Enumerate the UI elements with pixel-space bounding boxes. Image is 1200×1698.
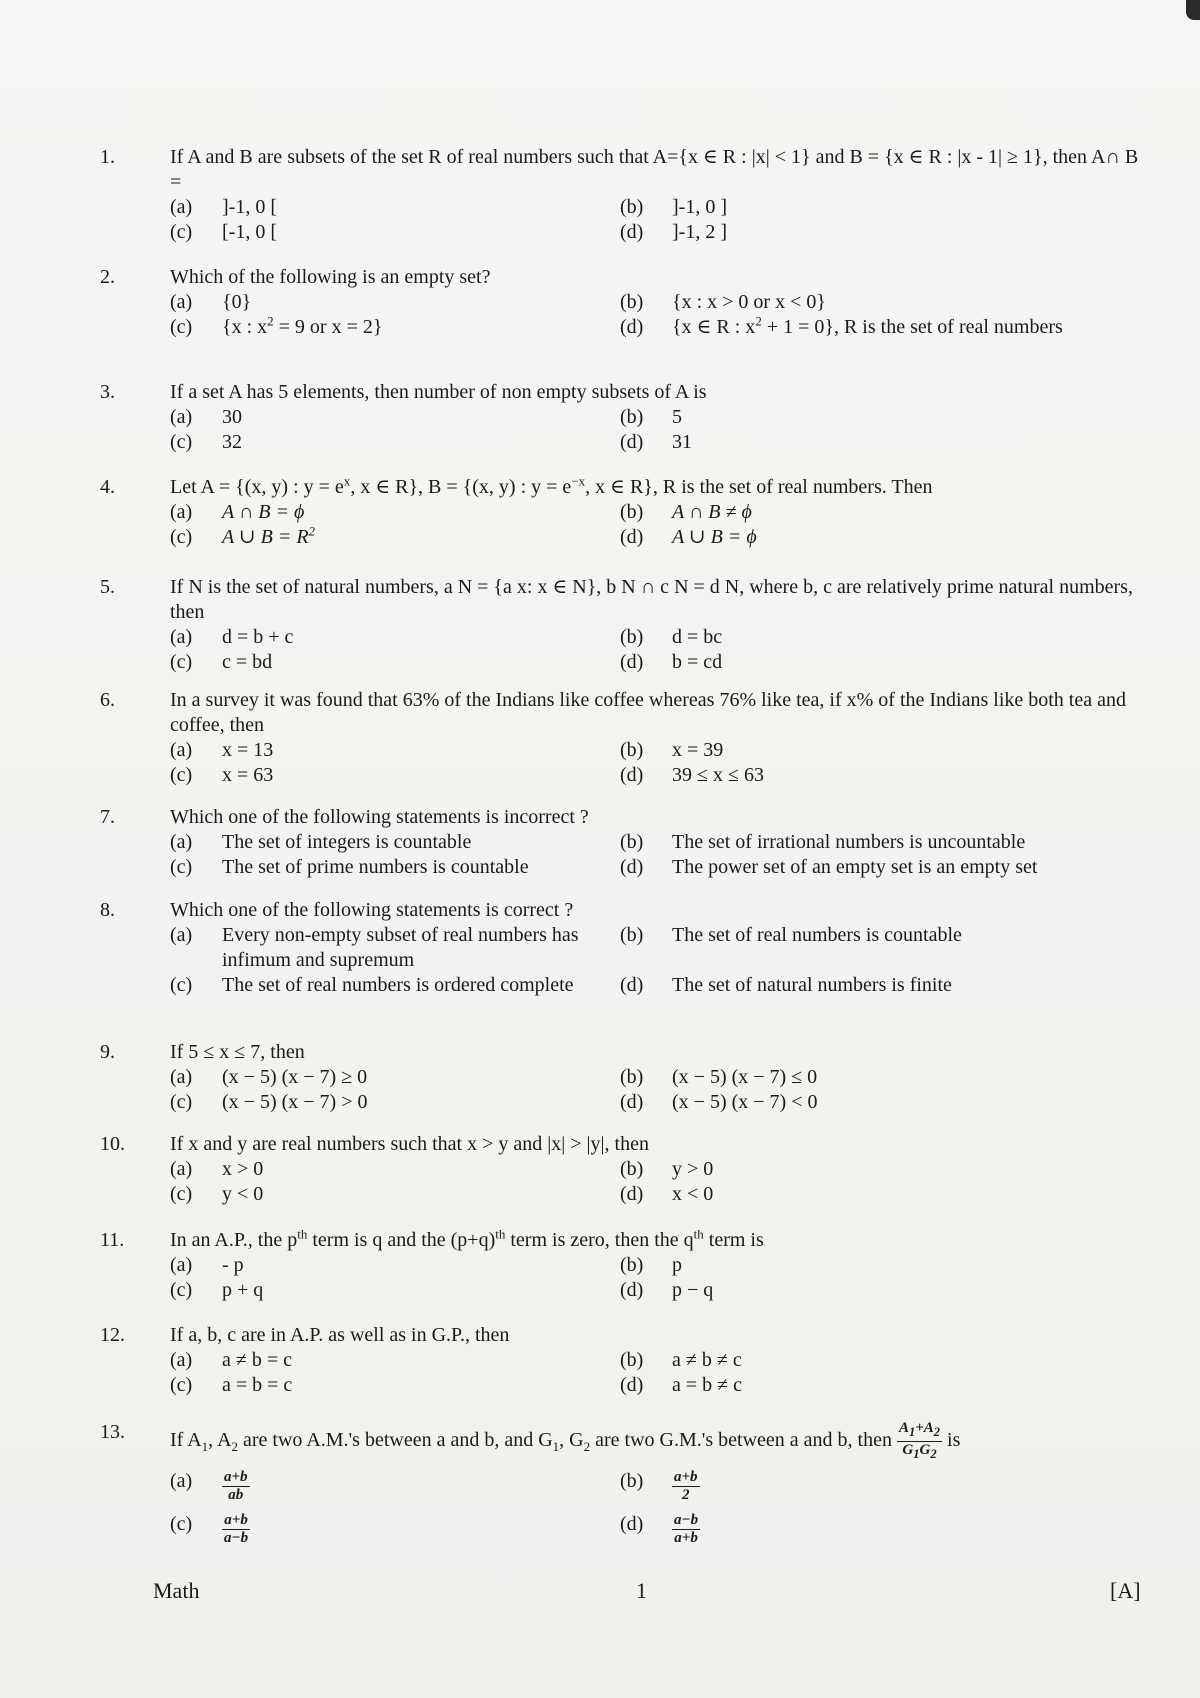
- option-d[interactable]: (d) p − q: [620, 1279, 714, 1301]
- option-b[interactable]: (b) x = 39: [620, 739, 724, 761]
- question-text: Let A = {(x, y) : $y = e^x$, x ∈ R}, B = {(x, y) : $y = e^{-x}$, x ∈ R}, R is the set of real numbers. Then: [170, 473, 933, 498]
- question-number: 5.: [100, 576, 115, 598]
- option-b[interactable]: (b) d = bc: [620, 626, 723, 648]
- question-4: [100, 475, 1140, 550]
- option-c[interactable]: (c) 32: [170, 431, 242, 453]
- question-1: [100, 145, 1140, 245]
- question-12: [100, 1323, 1140, 1398]
- option-b[interactable]: (b) {x : x > 0 or x < 0}: [620, 291, 826, 313]
- options: [170, 923, 1140, 998]
- options: [170, 1348, 1140, 1398]
- options: [170, 500, 1140, 550]
- option-d[interactable]: (d) 31: [620, 431, 692, 453]
- question-3: [100, 380, 1140, 455]
- option-c[interactable]: (c) y < 0: [170, 1183, 264, 1205]
- paper-set: [A]: [1110, 1578, 1141, 1603]
- question-text: If a set A has 5 elements, then number of non empty subsets of A is: [170, 381, 707, 403]
- question-text: In an A.P., the $p^{th}$ term is q and the $(p+q)^{th}$ term is zero, then the $q^{th}$ term is: [170, 1226, 764, 1251]
- option-b[interactable]: (b) ]-1, 0 ]: [620, 196, 727, 218]
- option-b[interactable]: (b) (x − 5) (x − 7) ≤ 0: [620, 1066, 818, 1088]
- option-d[interactable]: (d) The set of natural numbers is finite: [620, 974, 952, 996]
- question-number: 9.: [100, 1041, 115, 1063]
- option-c[interactable]: (c) A ∪ $B = R^2$: [170, 523, 316, 548]
- question-text: Which of the following is an empty set?: [170, 266, 491, 288]
- question-number: 10.: [100, 1133, 125, 1155]
- question-number: 12.: [100, 1324, 125, 1346]
- question-number: 7.: [100, 806, 115, 828]
- option-c[interactable]: (c) $\frac{a+b}{a-b}$: [170, 1512, 249, 1546]
- option-d[interactable]: (d) b = cd: [620, 651, 723, 673]
- question-text: Which one of the following statements is correct ?: [170, 899, 574, 921]
- subject-label: Math: [153, 1578, 200, 1603]
- options: [170, 625, 1140, 675]
- option-b[interactable]: (b) y > 0: [620, 1158, 714, 1180]
- question-10: [100, 1132, 1140, 1207]
- option-c[interactable]: (c) x = 63: [170, 764, 274, 786]
- option-a[interactable]: (a) a ≠ b = c: [170, 1349, 293, 1371]
- option-d[interactable]: (d) $\frac{a-b}{a+b}$: [620, 1512, 699, 1546]
- options: [170, 1157, 1140, 1207]
- option-b[interactable]: (b) p: [620, 1254, 682, 1276]
- options: [170, 195, 1140, 245]
- option-c[interactable]: (c) p + q: [170, 1279, 264, 1301]
- option-a[interactable]: (a) x > 0: [170, 1158, 264, 1180]
- options: [170, 1469, 1140, 1547]
- scan-edge-mark: [1186, 0, 1200, 20]
- question-number: 2.: [100, 266, 115, 288]
- option-d[interactable]: (d) a = b ≠ c: [620, 1374, 743, 1396]
- options: [170, 1253, 1140, 1303]
- option-a[interactable]: (a) {0}: [170, 291, 252, 313]
- question-text: In a survey it was found that 63% of the Indians like coffee whereas 76% like tea, if x% of the Indians like both tea and coffee, then: [170, 689, 1126, 736]
- option-a[interactable]: (a) 30: [170, 406, 242, 428]
- question-5: [100, 575, 1140, 675]
- option-a[interactable]: (a) - p: [170, 1254, 244, 1276]
- question-text: If A and B are subsets of the set R of real numbers such that A={x ∈ R : |x| < 1} and B = {x ∈ R : |x - 1| ≥ 1}, then A∩ B =: [170, 146, 1139, 193]
- option-c[interactable]: (c) a = b = c: [170, 1374, 293, 1396]
- question-number: 3.: [100, 381, 115, 403]
- options: [170, 405, 1140, 455]
- option-d[interactable]: (d) x < 0: [620, 1183, 714, 1205]
- option-a[interactable]: (a) x = 13: [170, 739, 274, 761]
- question-number: 11.: [100, 1229, 125, 1251]
- option-d[interactable]: (d) 39 ≤ x ≤ 63: [620, 764, 764, 786]
- option-d[interactable]: (d) The power set of an empty set is an empty set: [620, 856, 1038, 878]
- option-d[interactable]: (d) (x − 5) (x − 7) < 0: [620, 1091, 818, 1113]
- option-d[interactable]: (d) ]-1, 2 ]: [620, 221, 727, 243]
- option-d[interactable]: (d) {x ∈ R : $x^2 + 1 = 0$}, R is the set of real numbers: [620, 313, 1063, 338]
- option-a[interactable]: (a) The set of integers is countable: [170, 831, 472, 853]
- options: [170, 1065, 1140, 1115]
- option-a[interactable]: (a) $\frac{a+b}{ab}$: [170, 1469, 248, 1503]
- question-number: 8.: [100, 899, 115, 921]
- option-a[interactable]: (a) Every non-empty subset of real numbers has infimum and supremum: [170, 924, 579, 971]
- question-number: 4.: [100, 476, 115, 498]
- question-number: 13.: [100, 1421, 125, 1443]
- question-number: 6.: [100, 689, 115, 711]
- option-b[interactable]: (b) A ∩ B ≠ ϕ: [620, 501, 752, 523]
- question-8: [100, 898, 1140, 998]
- question-2: [100, 265, 1140, 340]
- question-text: If a, b, c are in A.P. as well as in G.P., then: [170, 1324, 510, 1346]
- ratio-fraction: $\frac{A_1+A_2}{G_1G_2}$: [898, 1420, 941, 1461]
- option-b[interactable]: (b) The set of real numbers is countable: [620, 924, 962, 946]
- option-a[interactable]: (a) A ∩ B = ϕ: [170, 501, 305, 523]
- options: [170, 830, 1140, 880]
- option-a[interactable]: (a) ]-1, 0 [: [170, 196, 277, 218]
- option-c[interactable]: (c) {x : $x^2 = 9$ or x = 2}: [170, 313, 383, 338]
- question-text: If x and y are real numbers such that x > y and |x| > |y|, then: [170, 1133, 649, 1155]
- option-b[interactable]: (b) $\frac{a+b}{2}$: [620, 1469, 698, 1503]
- question-text: If N is the set of natural numbers, a N = {a x: x ∈ N}, b N ∩ c N = d N, where b, c are relatively prime natural numbers, then: [170, 576, 1133, 623]
- question-number: 1.: [100, 146, 115, 168]
- option-b[interactable]: (b) The set of irrational numbers is uncountable: [620, 831, 1026, 853]
- options: [170, 290, 1140, 340]
- options: [170, 738, 1140, 788]
- question-6: [100, 688, 1140, 788]
- option-a[interactable]: (a) (x − 5) (x − 7) ≥ 0: [170, 1066, 368, 1088]
- option-d[interactable]: (d) A ∪ B = ϕ: [620, 526, 757, 548]
- option-c[interactable]: (c) [-1, 0 [: [170, 221, 277, 243]
- question-7: [100, 805, 1140, 880]
- question-13: [100, 1420, 1140, 1547]
- question-text: Which one of the following statements is incorrect ?: [170, 806, 589, 828]
- option-b[interactable]: (b) a ≠ b ≠ c: [620, 1349, 742, 1371]
- page-number: 1: [636, 1578, 647, 1603]
- option-a[interactable]: (a) d = b + c: [170, 626, 294, 648]
- question-text: If $A_1$, $A_2$ are two A.M.'s between a and b, and $G_1$, $G_2$ are two G.M.'s between a and b, then $\frac{A_1+A_2}{G_1G_2}$ is: [170, 1420, 961, 1461]
- option-c[interactable]: (c) (x − 5) (x − 7) > 0: [170, 1091, 368, 1113]
- option-c[interactable]: (c) The set of real numbers is ordered complete: [170, 974, 574, 996]
- question-11: [100, 1228, 1140, 1303]
- question-9: [100, 1040, 1140, 1115]
- option-c[interactable]: (c) c = bd: [170, 651, 273, 673]
- question-text: If 5 ≤ x ≤ 7, then: [170, 1041, 305, 1063]
- option-b[interactable]: (b) 5: [620, 406, 682, 428]
- option-c[interactable]: (c) The set of prime numbers is countable: [170, 856, 529, 878]
